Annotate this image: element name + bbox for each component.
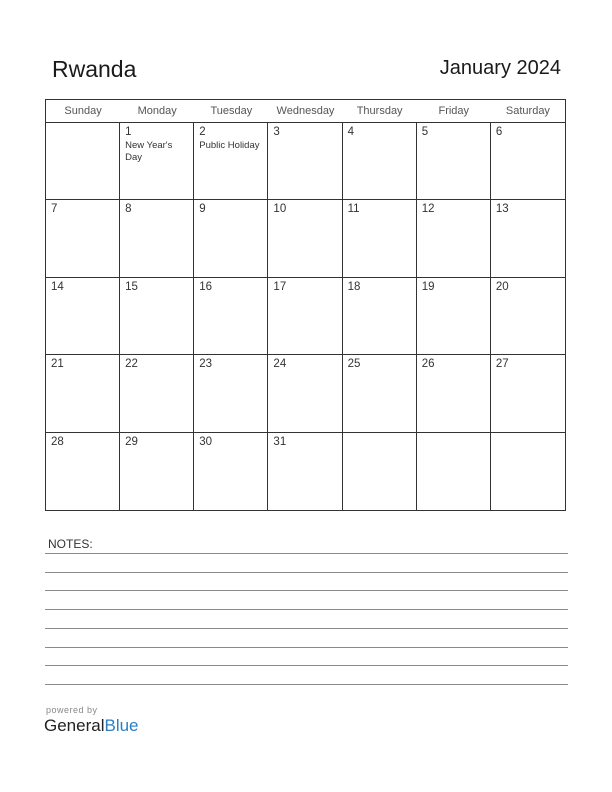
country-title: Rwanda — [52, 56, 137, 82]
day-cell — [491, 278, 565, 355]
day-cell — [268, 433, 342, 510]
day-number: 15 — [125, 280, 138, 293]
day-cell — [120, 123, 194, 200]
weekday-header-row — [46, 100, 565, 123]
day-cell — [194, 123, 268, 200]
day-number: 1 — [125, 126, 132, 138]
day-number: 3 — [273, 126, 280, 138]
day-cell — [268, 123, 342, 200]
day-number: 21 — [51, 358, 64, 371]
day-number: 7 — [51, 203, 58, 216]
day-cell — [46, 355, 120, 432]
day-cell — [491, 355, 565, 432]
day-number: 19 — [421, 280, 435, 293]
calendar-weeks — [46, 123, 565, 510]
day-number: 27 — [495, 358, 509, 371]
day-cell — [46, 278, 120, 355]
day-cell — [343, 355, 417, 432]
day-cell — [343, 123, 417, 200]
day-cell — [343, 200, 417, 277]
day-cell — [491, 200, 565, 277]
day-cell — [268, 355, 342, 432]
day-number: 18 — [347, 280, 361, 293]
day-cell — [268, 278, 342, 355]
day-cell — [46, 200, 120, 277]
day-number: 24 — [273, 358, 287, 371]
day-number: 29 — [125, 435, 138, 448]
month-year-title: January 2024 — [439, 57, 561, 79]
day-number: 9 — [199, 203, 206, 216]
weekday-header: Saturday — [505, 105, 550, 117]
day-cell — [120, 200, 194, 277]
day-cell — [343, 433, 417, 510]
day-cell — [194, 355, 268, 432]
day-cell — [46, 123, 120, 200]
day-number: 4 — [347, 126, 354, 138]
day-cell — [46, 433, 120, 510]
day-cell — [194, 433, 268, 510]
day-cell — [417, 123, 491, 200]
note-line — [45, 609, 568, 610]
day-number: 12 — [421, 203, 435, 216]
day-number: 11 — [347, 203, 360, 216]
day-number: 2 — [199, 126, 206, 138]
notes-label: NOTES: — [48, 537, 93, 551]
day-number: 10 — [273, 203, 287, 216]
day-number: 22 — [125, 358, 138, 371]
day-cell — [343, 278, 417, 355]
day-number: 13 — [495, 203, 509, 216]
day-number: 30 — [199, 435, 213, 448]
day-number: 28 — [51, 435, 64, 448]
day-cell — [120, 433, 194, 510]
day-number: 23 — [199, 358, 213, 371]
day-cell — [194, 200, 268, 277]
note-line — [45, 684, 568, 685]
weekday-header: Monday — [137, 105, 177, 117]
holiday-label: Public Holiday — [199, 140, 260, 151]
day-cell — [268, 200, 342, 277]
generalblue-logo — [44, 716, 139, 736]
day-cell — [120, 355, 194, 432]
brand-blue: Blue — [104, 716, 139, 735]
note-line — [45, 665, 568, 666]
day-cell — [417, 355, 491, 432]
note-line — [45, 647, 568, 648]
weekday-header: Thursday — [356, 105, 403, 117]
day-cell — [491, 123, 565, 200]
note-line — [45, 553, 568, 554]
weekday-header: Wednesday — [276, 105, 335, 117]
day-number: 31 — [273, 435, 287, 448]
day-number: 5 — [421, 126, 429, 138]
weekday-header: Friday — [438, 105, 470, 117]
day-cell — [417, 200, 491, 277]
day-number: 14 — [51, 280, 64, 293]
weekday-header: Tuesday — [210, 105, 253, 117]
day-cell — [194, 278, 268, 355]
brand-general: General — [44, 716, 105, 735]
day-number: 17 — [273, 280, 287, 293]
day-number: 26 — [421, 358, 435, 371]
day-cell — [491, 433, 565, 510]
calendar-grid — [45, 99, 566, 511]
powered-by-text: powered by — [46, 705, 98, 715]
day-number: 6 — [495, 126, 503, 138]
holiday-label: New Year's Day — [125, 140, 173, 163]
day-cell — [417, 278, 491, 355]
note-line — [45, 590, 568, 591]
note-line — [45, 572, 568, 573]
day-number: 25 — [347, 358, 361, 371]
day-cell — [120, 278, 194, 355]
day-number: 16 — [199, 280, 213, 293]
weekday-header: Sunday — [64, 105, 102, 117]
day-number: 20 — [495, 280, 509, 293]
day-cell — [417, 433, 491, 510]
day-number: 8 — [125, 203, 132, 216]
note-line — [45, 628, 568, 629]
